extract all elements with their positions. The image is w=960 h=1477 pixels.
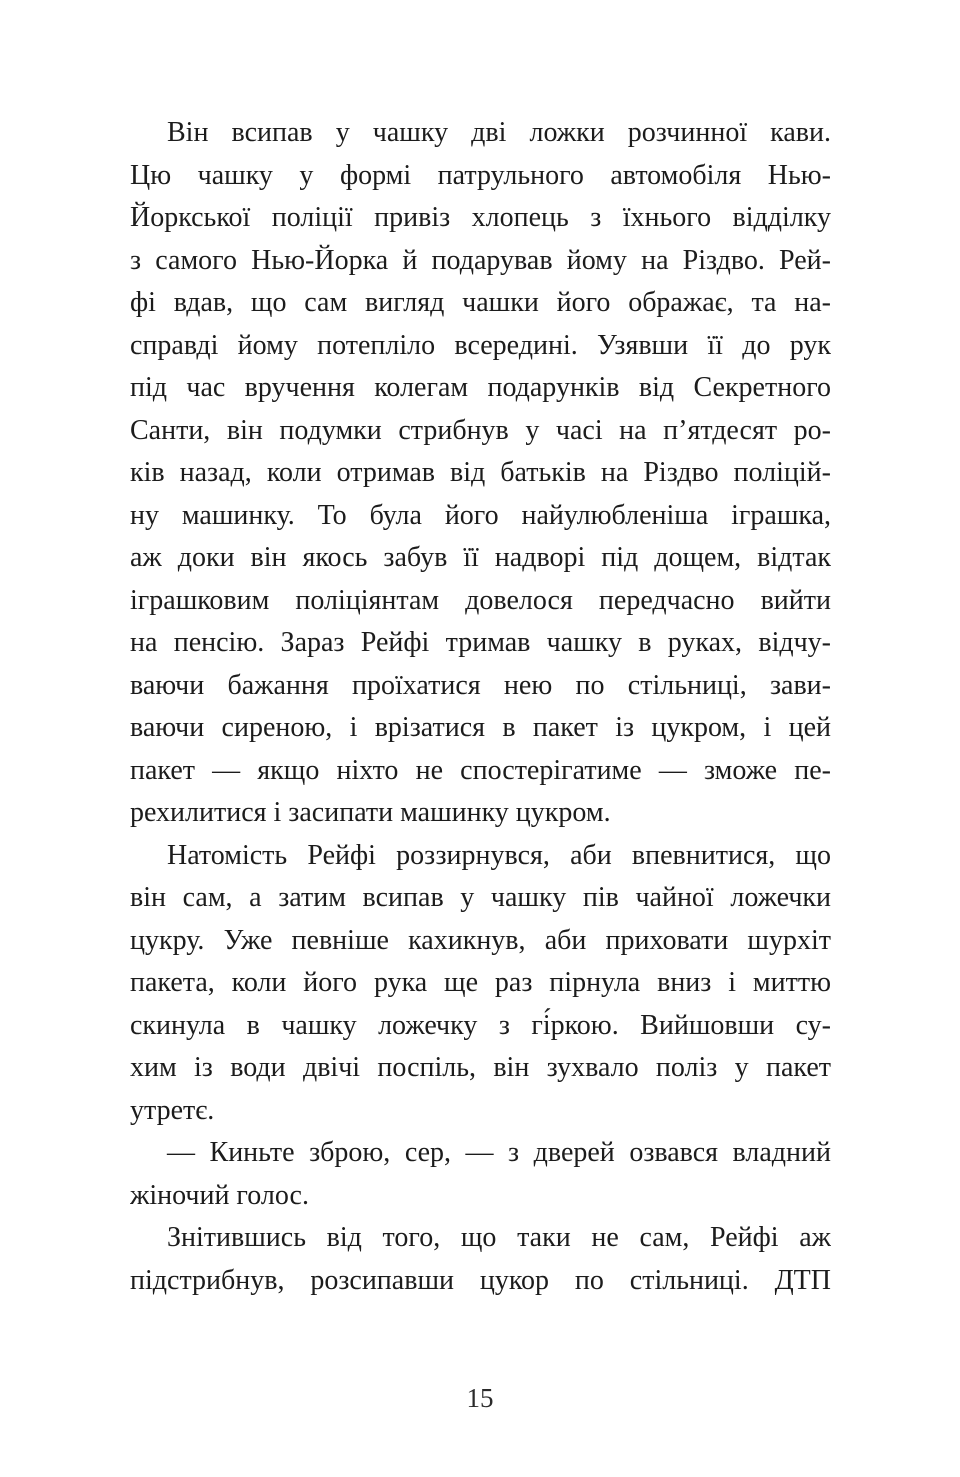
text-line: пакет — якщо ніхто не спостерігатиме — зможе пе- (130, 754, 831, 786)
text-line: Цю чашку у формі патрульного автомобіля Нью- (130, 159, 831, 191)
text-line: аж доки він якось забув її надворі під дощем, відтак (130, 542, 831, 573)
text-line: Йоркської поліції привіз хлопець з їхнього відділку (130, 202, 831, 233)
paragraph (130, 1132, 831, 1217)
text-line: утретє. (130, 1094, 215, 1126)
text-line: рехилитися і засипати машинку цукром. (130, 797, 611, 828)
paragraph (130, 1217, 831, 1302)
text-line: пакета, коли його рука ще раз пірнула вниз і миттю (130, 967, 831, 998)
text-line: хим із води двічі поспіль, він зухвало поліз у пакет (130, 1052, 831, 1083)
text-line: ну машинку. То була його найулюбленіша іграшка, (130, 499, 831, 531)
text-line: іграшковим поліціянтам довелося передчасно вийти (130, 584, 831, 616)
paragraph (130, 112, 831, 835)
text-line: — Киньте зброю, сер, — з дверей озвався владний (167, 1137, 831, 1168)
text-line: під час вручення колегам подарунків від Секретного (130, 372, 831, 403)
text-line: підстрибнув, розсипавши цукор по стільниці. ДТП (130, 1264, 831, 1296)
text-line: скинула в чашку ложечку з гі́ркою. Вийшовши су- (130, 1009, 831, 1041)
text-line: Натомість Рейфі роззирнувся, аби впевнитися, що (167, 839, 831, 871)
text-line: з самого Нью-Йорка й подарував йому на Різдво. Рей- (130, 244, 831, 276)
text-line: ваючи бажання проїхатися нею по стільниці, зави- (130, 669, 831, 701)
page-number: 15 (466, 1383, 494, 1413)
text-line: жіночий голос. (130, 1179, 309, 1211)
text-line: ваючи сиреною, і врізатися в пакет із цукром, і цей (130, 712, 831, 743)
text-line: справді йому потепліло всередині. Узявши її до рук (130, 329, 831, 361)
text-line: ків назад, коли отримав від батьків на Різдво поліцій- (130, 457, 831, 488)
text-line: Він всипав у чашку дві ложки розчинної кави. (167, 117, 831, 148)
paragraph (130, 835, 831, 1133)
text-line: Санти, він подумки стрибнув у часі на п’ятдесят ро- (130, 414, 831, 446)
text-line: фі вдав, що сам вигляд чашки його ображає, та на- (130, 287, 831, 318)
text-line: на пенсію. Зараз Рейфі тримав чашку в руках, відчу- (130, 627, 831, 658)
text-line: Знітившись від того, що таки не сам, Рейфі аж (167, 1222, 831, 1253)
body-text (130, 112, 831, 1302)
text-line: цукру. Уже певніше кахикнув, аби приховати шурхіт (130, 924, 831, 956)
text-line: він сам, а затим всипав у чашку пів чайної ложечки (130, 882, 831, 913)
